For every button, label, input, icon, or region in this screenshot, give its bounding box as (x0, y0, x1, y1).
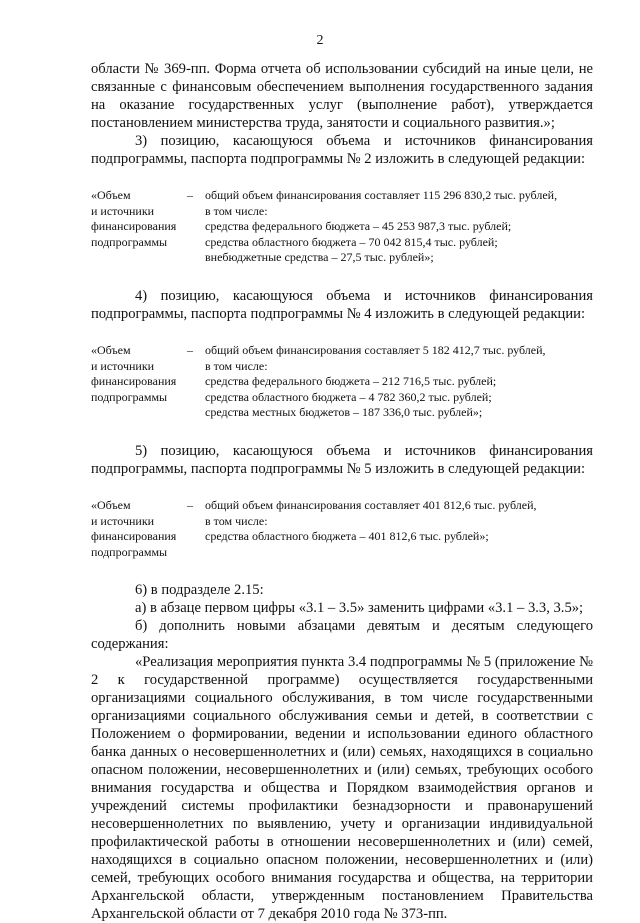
item4-text-line2: подпрограммы, паспорта подпрограммы № 4 изложить в следующей редакции: (91, 305, 586, 322)
subsection-6: 6) в подразделе 2.15: (135, 582, 264, 599)
item5-text-line1: 5) позицию, касающуюся объема и источников финансирования (135, 442, 593, 459)
item3-dash: – (187, 188, 193, 202)
item4-value-line: средства федерального бюджета – 212 716,5 тыс. рублей; (205, 374, 497, 389)
item5-value-line: средства областного бюджета – 401 812,6 тыс. рублей»; (205, 529, 489, 544)
item3-label-cell (91, 188, 187, 266)
item4-label-line: «Объем (91, 342, 131, 357)
item5-funding-table (91, 498, 593, 560)
item4-label-line: и источники (91, 358, 155, 373)
item5-text-line2: подпрограммы, паспорта подпрограммы № 5 изложить в следующей редакции: (91, 460, 586, 477)
subsection-6b-line2: содержания: (91, 636, 169, 653)
item3-label-line: и источники (91, 203, 155, 218)
item5-label-line: финансирования (91, 529, 177, 544)
item4-funding-table (91, 343, 593, 421)
item5-label-line: подпрограммы (91, 544, 168, 559)
item4-label-cell (91, 343, 187, 421)
item5-label-cell (91, 498, 187, 560)
document-body (91, 60, 593, 923)
item4-value-line: средства областного бюджета – 4 782 360,2 тыс. рублей; (205, 389, 492, 404)
final-paragraph: «Реализация мероприятия пункта 3.4 подпрограммы № 5 (приложение № 2 к государственной программе) осуществляется государственными организациями социального обслуживания, в том числе государственными организациями социального обслуживания семьи и детей, в соответствии с Положением о формировании, ведении и использовании единого областного банка данных о несовершеннолетних и (или) семьях, находящихся в социально опасном положении, несовершеннолетних и (или) семьях, требующих особого внимания государства и общества и Порядком взаимодействия органов и учреждений системы профилактики безнадзорности и правонарушений несовершеннолетних по выявлению, учету и организации индивидуальной профилактической работы в отношении несовершеннолетних и (или) семей, находящихся в социально опасном положении, несовершеннолетних и (или) семей, требующих особого внимания государства и общества, на территории Архангельской области, утвержденным постановлением Правительства Архангельской области от 7 декабря 2010 года № 373-пп. (91, 654, 593, 923)
intro-paragraph: области № 369-пп. Форма отчета об использовании субсидий на иные цели, не связанные с финансовым обеспечением выполнения государственного задания на оказание государственных услуг (выполнение работ), утверждается постановлением министерства труда, занятости и социального развития.»; (91, 61, 593, 131)
item4-label-line: финансирования (91, 374, 177, 389)
item5-value-line: в том числе: (205, 513, 268, 528)
item5-value-line: общий объем финансирования составляет 401 812,6 тыс. рублей, (205, 497, 537, 512)
item3-value-line: общий объем финансирования составляет 115 296 830,2 тыс. рублей, (205, 188, 558, 202)
item3-value-line: средства областного бюджета – 70 042 815,4 тыс. рублей; (205, 234, 498, 249)
page-number: 2 (316, 33, 324, 48)
item4-value-line: в том числе: (205, 358, 268, 373)
subsection-6b-line1: б) дополнить новыми абзацами девятым и десятым следующего (135, 618, 593, 635)
item3-value-cell (205, 188, 593, 266)
item3-value-line: средства федерального бюджета – 45 253 987,3 тыс. рублей; (205, 219, 512, 234)
item5-label-line: «Объем (91, 497, 131, 512)
item5-dash: – (187, 497, 193, 512)
item3-label-line: подпрограммы (91, 234, 168, 249)
item5-label-line: и источники (91, 513, 155, 528)
subsection-6a: а) в абзаце первом цифры «3.1 – 3.5» заменить цифрами «3.1 – 3.3, 3.5»; (135, 600, 584, 617)
item4-dash: – (187, 342, 193, 357)
item5-value-cell (205, 498, 593, 560)
item4-value-cell (205, 343, 593, 421)
item4-text-line1: 4) позицию, касающуюся объема и источников финансирования (135, 287, 593, 304)
item3-funding-table (91, 188, 593, 266)
item3-label-line: «Объем (91, 188, 131, 202)
item3-text-line2: подпрограммы, паспорта подпрограммы № 2 изложить в следующей редакции: (91, 151, 586, 167)
item4-value-line: средства местных бюджетов – 187 336,0 тыс. рублей»; (205, 405, 483, 420)
item4-value-line: общий объем финансирования составляет 5 182 412,7 тыс. рублей, (205, 342, 546, 357)
item3-text-line1: 3) позицию, касающуюся объема и источников финансирования (135, 133, 593, 149)
item3-value-line: внебюджетные средства – 27,5 тыс. рублей»; (205, 250, 434, 265)
item3-label-line: финансирования (91, 219, 177, 234)
item3-value-line: в том числе: (205, 203, 268, 218)
item4-label-line: подпрограммы (91, 389, 168, 404)
